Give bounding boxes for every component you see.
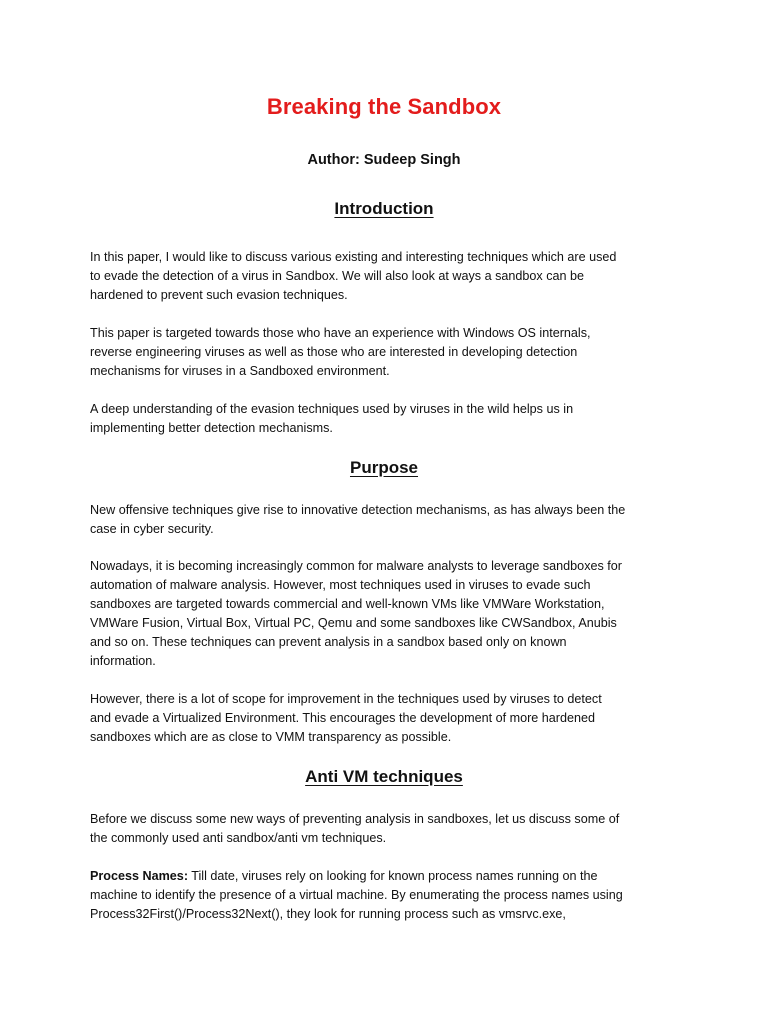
text-line: reverse engineering viruses as well as those who are interested in developing detection [90, 345, 578, 359]
heading-purpose: Purpose [349, 458, 419, 477]
text-line: machine to identify the presence of a virtual machine. By enumerating the process names using [90, 888, 623, 902]
text-line: New offensive techniques give rise to innovative detection mechanisms, as has always been the [90, 503, 626, 517]
paragraph-intro-3 [90, 400, 690, 438]
text-line: automation of malware analysis. However, most techniques used in viruses to evade such [90, 578, 591, 592]
heading-introduction: Introduction [334, 199, 434, 218]
paragraph-intro-2 [90, 324, 690, 381]
text-line: to evade the detection of a virus in Sandbox. We will also look at ways a sandbox can be [90, 269, 585, 283]
text-line: information. [90, 654, 156, 668]
text-line: Process32First()/Process32Next(), they look for running process such as vmsrvc.exe, [90, 907, 566, 921]
paper-title: Breaking the Sandbox [266, 94, 502, 119]
text-line: hardened to prevent such evasion techniques. [90, 288, 348, 302]
text-line: VMWare Fusion, Virtual Box, Virtual PC, Qemu and some sandboxes like CWSandbox, Anubis [90, 616, 617, 630]
paragraph-purpose-2 [90, 557, 690, 671]
text-line: This paper is targeted towards those who have an experience with Windows OS internals, [90, 326, 591, 340]
text-line: In this paper, I would like to discuss various existing and interesting techniques which are used [90, 250, 617, 264]
author-line: Author: Sudeep Singh [307, 152, 461, 168]
text-line: and so on. These techniques can prevent analysis in a sandbox based only on known [90, 635, 567, 649]
text-line: A deep understanding of the evasion techniques used by viruses in the wild helps us in [90, 402, 574, 416]
paragraph-intro-1 [90, 248, 690, 305]
paragraph-antivm-1 [90, 810, 690, 848]
text-line: case in cyber security. [90, 522, 214, 536]
text-line: sandboxes which are as close to VMM transparency as possible. [90, 730, 452, 744]
text-line: the commonly used anti sandbox/anti vm techniques. [90, 831, 387, 845]
heading-anti-vm: Anti VM techniques [305, 767, 463, 786]
paragraph-purpose-1 [90, 501, 690, 539]
text-line: sandboxes are targeted towards commercial and well-known VMs like VMWare Workstation, [90, 597, 605, 611]
text-line: However, there is a lot of scope for improvement in the techniques used by viruses to detect [90, 692, 602, 706]
term-process-names: Process Names: [90, 869, 189, 883]
text-line: mechanisms for viruses in a Sandboxed environment. [90, 364, 390, 378]
text-fragment: Till date, viruses rely on looking for known process names running on the [188, 869, 598, 883]
paragraph-purpose-3 [90, 690, 690, 747]
text-line: implementing better detection mechanisms. [90, 421, 333, 435]
text-line: Before we discuss some new ways of preventing analysis in sandboxes, let us discuss some of [90, 812, 620, 826]
paragraph-process-names [90, 867, 690, 924]
text-line: Nowadays, it is becoming increasingly common for malware analysts to leverage sandboxes for [90, 559, 622, 573]
text-line [90, 867, 690, 886]
text-line: and evade a Virtualized Environment. This encourages the development of more hardened [90, 711, 596, 725]
